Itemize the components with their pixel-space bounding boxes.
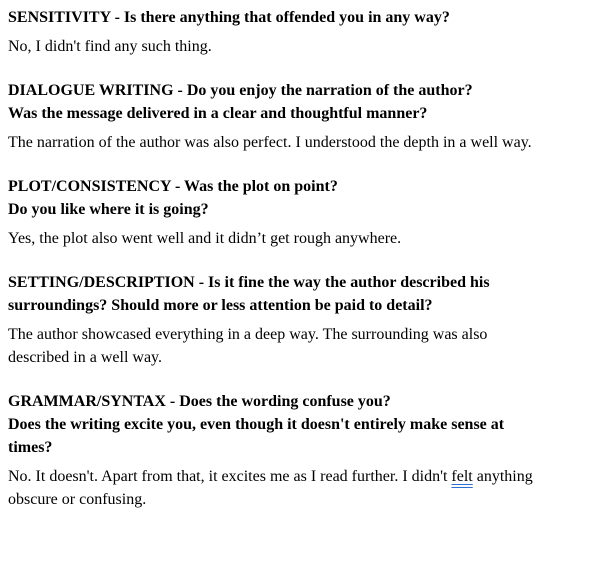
question-line: surroundings? Should more or less attention be paid to detail? <box>8 297 433 314</box>
answer-line: obscure or confusing. <box>8 491 147 508</box>
question-line: GRAMMAR/SYNTAX - Does the wording confuse you? <box>8 393 391 410</box>
section-sensitivity <box>8 6 598 58</box>
question-line: SENSITIVITY - Is there anything that offended you in any way? <box>8 9 450 26</box>
answer-text: anything <box>472 468 533 485</box>
question-line: Does the writing excite you, even though it doesn't entirely make sense at <box>8 416 505 433</box>
section-setting-description <box>8 271 598 369</box>
question <box>8 390 598 459</box>
question <box>8 175 598 221</box>
question-line: PLOT/CONSISTENCY - Was the plot on point? <box>8 178 338 195</box>
question-line: times? <box>8 439 53 456</box>
section-dialogue-writing <box>8 79 598 154</box>
question-line: SETTING/DESCRIPTION - Is it fine the way the author described his <box>8 274 490 291</box>
question <box>8 271 598 317</box>
spellcheck-flagged-word[interactable]: felt <box>451 468 473 485</box>
answer: Yes, the plot also went well and it didn’t get rough anywhere. <box>8 230 402 247</box>
answer-line: described in a well way. <box>8 349 163 366</box>
section-grammar-syntax <box>8 390 598 511</box>
section-plot-consistency <box>8 175 598 250</box>
question-line: Was the message delivered in a clear and thoughtful manner? <box>8 105 428 122</box>
answer: No, I didn't find any such thing. <box>8 38 212 55</box>
document-body <box>8 6 598 511</box>
question-line: DIALOGUE WRITING - Do you enjoy the narration of the author? <box>8 82 473 99</box>
question <box>8 6 598 29</box>
answer <box>8 465 598 511</box>
answer-line: The author showcased everything in a deep way. The surrounding was also <box>8 326 488 343</box>
answer-text: No. It doesn't. Apart from that, it excites me as I read further. I didn't <box>8 468 452 485</box>
question-line: Do you like where it is going? <box>8 201 209 218</box>
question <box>8 79 598 125</box>
answer <box>8 323 598 369</box>
answer: The narration of the author was also perfect. I understood the depth in a well way. <box>8 134 532 151</box>
